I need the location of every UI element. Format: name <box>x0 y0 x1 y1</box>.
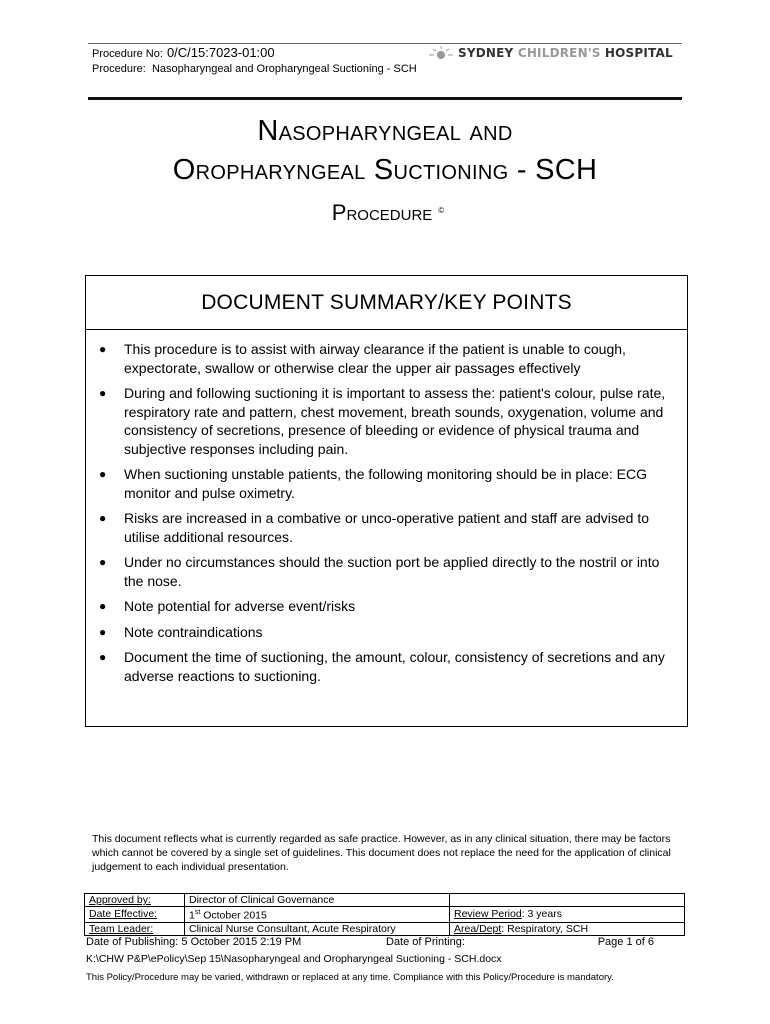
date-of-publishing: Date of Publishing: 5 October 2015 2:19 PM <box>86 936 302 948</box>
key-points-heading: DOCUMENT SUMMARY/KEY POINTS <box>86 276 687 330</box>
bullet-icon: ● <box>99 650 107 664</box>
procedure-name-label: Procedure: <box>92 63 146 75</box>
key-points-box <box>85 275 688 727</box>
procedure-name-line <box>92 63 417 75</box>
header-top-rule <box>88 43 682 44</box>
empty-cell <box>450 894 685 907</box>
approval-table <box>84 893 685 936</box>
bullet-icon: ● <box>99 555 107 569</box>
date-effective-value: 1st October 2015 <box>185 907 450 923</box>
bullet-icon: ● <box>99 599 107 613</box>
team-leader-label: Team Leader: <box>85 922 185 935</box>
header-thick-rule <box>88 97 682 100</box>
area-dept-cell: Area/Dept: Respiratory, SCH <box>450 922 685 935</box>
copyright-mark: © <box>438 206 445 215</box>
subtitle-text: Procedure <box>331 200 433 225</box>
bullet-icon: ● <box>99 386 107 400</box>
list-item: ● Note contraindications <box>99 623 263 640</box>
list-item: ● Under no circumstances should the suction port be applied directly to the nostril or into the nose. <box>99 554 660 589</box>
procedure-name: Nasopharyngeal and Oropharyngeal Suctioning - SCH <box>151 63 417 75</box>
review-period-cell: Review Period: 3 years <box>450 907 685 923</box>
table-row <box>85 907 685 923</box>
document-title-line-2: Oropharyngeal Suctioning - SCH <box>172 154 598 186</box>
bullet-icon: ● <box>99 467 107 481</box>
list-item: ● When suctioning unstable patients, the following monitoring should be in place: ECG monitor and pulse oximetry. <box>99 466 647 501</box>
table-row <box>85 922 685 935</box>
team-leader-value: Clinical Nurse Consultant, Acute Respiratory <box>185 922 450 935</box>
page-number: Page 1 of 6 <box>597 936 654 948</box>
list-item: ● During and following suctioning it is important to assess the: patient's colour, pulse rate, respiratory rate and pattern, chest movement, breath sounds, oxygenation, volume and consistency of secretions, presence of bleeding or evidence of physical trauma and subjective responses including pain. <box>99 385 666 457</box>
hospital-logo <box>428 46 673 60</box>
document-title-line-1: Nasopharyngeal and <box>257 115 513 147</box>
procedure-number-line <box>92 45 275 60</box>
list-item: ● This procedure is to assist with airway clearance if the patient is unable to cough, expectorate, swallow or otherwise clear the upper air passages effectively <box>99 341 626 376</box>
bullet-icon: ● <box>99 511 107 525</box>
document-subtitle <box>60 200 710 226</box>
date-of-printing: Date of Printing: <box>386 936 465 948</box>
bullet-icon: ● <box>99 624 107 639</box>
list-item: ● Note potential for adverse event/risks <box>99 598 356 614</box>
disclaimer-text: This document reflects what is currently regarded as safe practice. However, as in any clinical situation, there may be factors which cannot be covered by a single set of guidelines. This document does not replace the need for the application of clinical judgement to each individual presentation. <box>92 833 671 873</box>
key-points-list <box>86 330 687 685</box>
file-path: K:\CHW P&P\ePolicy\Sep 15\Nasopharyngeal and Oropharyngeal Suctioning - SCH.docx <box>86 953 502 965</box>
list-item: ● Risks are increased in a combative or unco-operative patient and staff are advised to utilise additional resources. <box>99 510 650 545</box>
list-item: ● Document the time of suctioning, the amount, colour, consistency of secretions and any adverse reactions to suctioning. <box>99 649 665 684</box>
hospital-logo-text: SYDNEY CHILDREN'S HOSPITAL <box>458 46 673 60</box>
approved-by-value: Director of Clinical Governance <box>185 894 450 907</box>
table-row <box>85 894 685 907</box>
publishing-footer <box>86 936 654 948</box>
sun-emblem-icon <box>428 46 454 60</box>
bullet-icon: ● <box>99 342 107 356</box>
date-effective-label: Date Effective: <box>85 907 185 923</box>
procedure-number: 0/C/15:7023-01:00 <box>166 45 275 60</box>
policy-notice: This Policy/Procedure may be varied, withdrawn or replaced at any time. Compliance with this Policy/Procedure is mandatory. <box>86 972 614 983</box>
procedure-number-label: Procedure No: <box>92 48 163 60</box>
approved-by-label: Approved by: <box>85 894 185 907</box>
